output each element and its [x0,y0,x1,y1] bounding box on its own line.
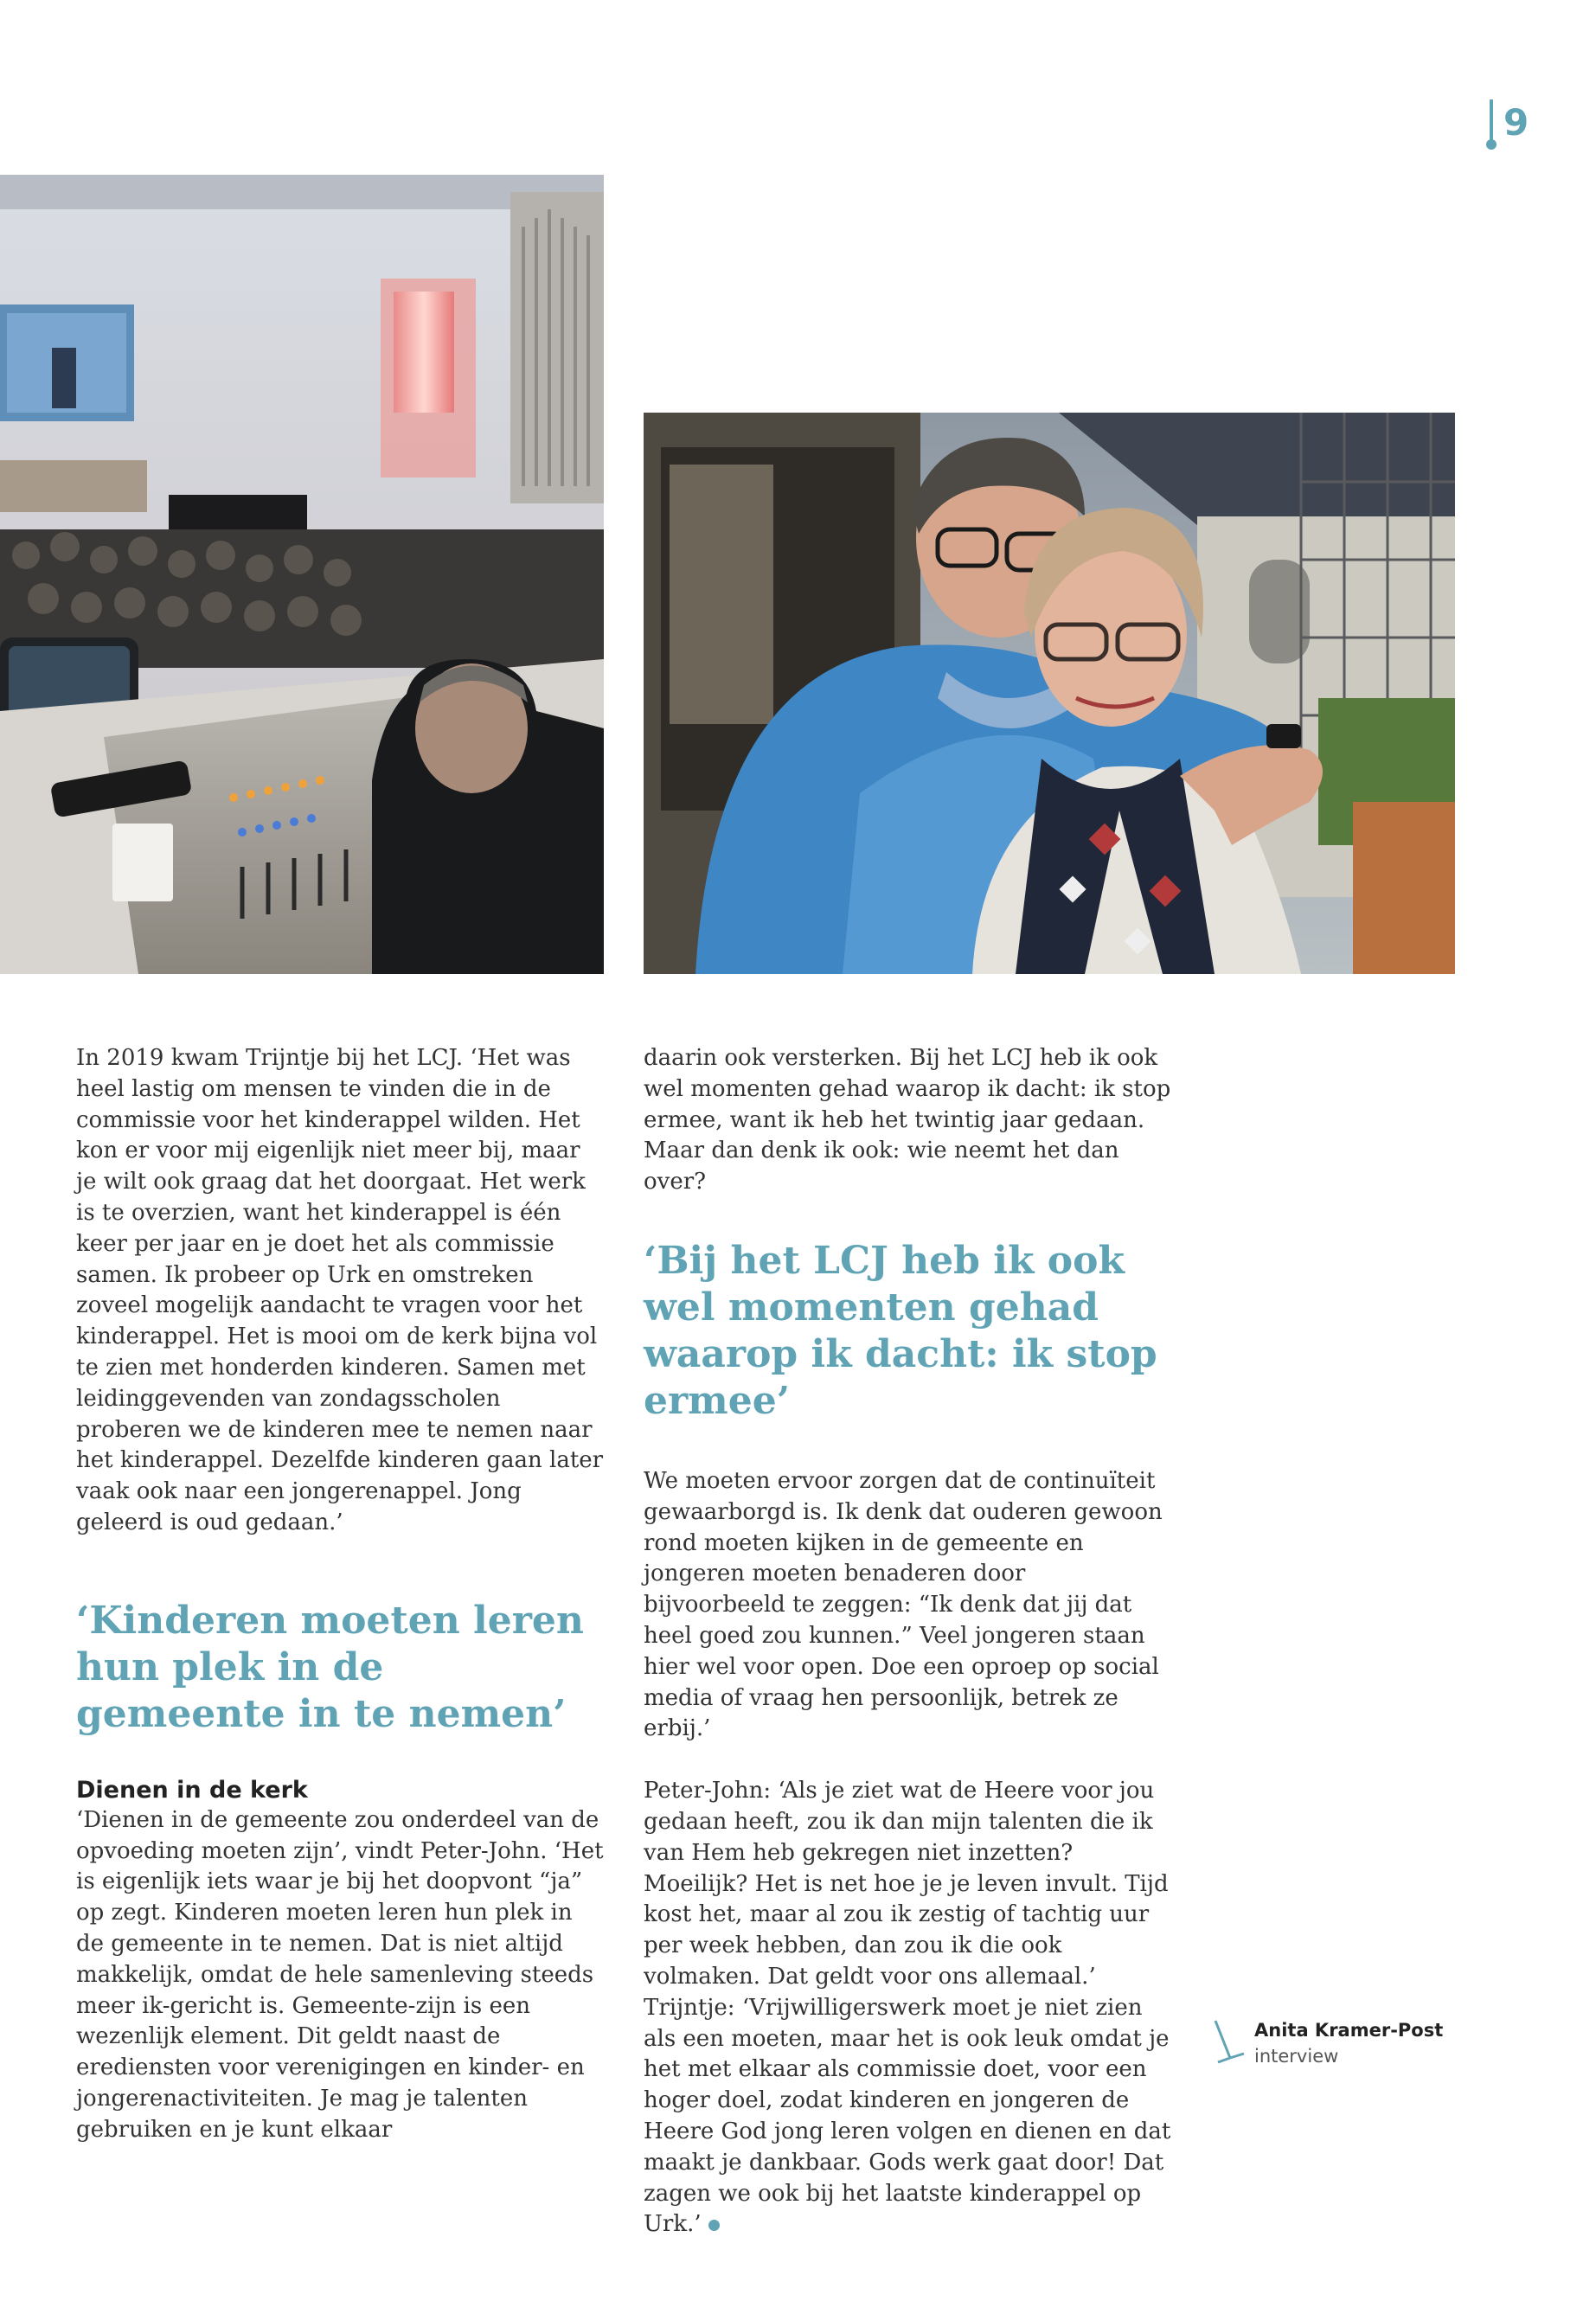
body-paragraph: daarin ook versterken. Bij het LCJ heb ik ook wel momenten gehad waarop ik dacht: ik stop ermee, want ik heb het twintig jaar gedaan. Maar dan denk ik ook: wie neemt het dan over? [644,1045,1171,1195]
article-column-left [76,1043,606,2146]
page-number-text: 9 [1503,100,1529,144]
church-hall-illustration [0,175,604,974]
body-paragraph: We moeten ervoor zorgen dat de continuïteit gewaarborgd is. Ik denk dat ouderen gewoon rond moeten kijken in de gemeente en jongeren moeten benaderen door bijvoorbeeld te zeggen: “Ik denk dat jij dat heel goed zou kunnen.” Veel jongeren staan hier wel voor open. Doe een oproep op social media of vraag hen persoonlijk, betrek ze erbij.’ [644,1467,1163,1742]
pull-quote: ‘Kinderen moeten leren hun plek in de gemeente in te nemen’ [76,1598,584,1736]
body-paragraph: Peter-John: ‘Als je ziet wat de Heere voor jou gedaan heeft, zou ik dan mijn talenten die ik van Hem heb gekregen niet inzetten? Moeilijk? Het is net hoe je je leven invult. Tijd kost het, maar al zou ik zestig of tachtig uur per week hebben, dan zou ik die ook volmaken. Dat geldt voor ons allemaal.’ [644,1778,1169,1990]
section-subheading: Dienen in de kerk [76,1776,308,1804]
article-column-right [644,1043,1173,2240]
page-number [1490,97,1529,147]
pull-quote: ‘Bij het LCJ heb ik ook wel momenten gehad waarop ik dacht: ik stop ermee’ [644,1238,1157,1423]
couple-illustration [644,413,1455,974]
church-hall-photo [0,175,604,974]
body-paragraph: ‘Dienen in de gemeente zou onderdeel van de opvoeding moeten zijn’, vindt Peter-John. ‘Het is eigenlijk iets waar je bij het doopvont “ja” op zegt. Kinderen moeten leren hun plek in de gemeente in te nemen. Dat is niet altijd makkelijk, omdat de hele samenleving steeds meer ik-gericht is. Gemeente-zijn is een wezenlijk element. Dit geldt naast de erediensten voor verenigingen en kinder- en jongerenactiviteiten. Je mag je talenten gebruiken en je kunt elkaar [76,1806,604,2143]
paragraph-spacer [644,1745,1173,1776]
end-mark-icon [708,2220,720,2231]
couple-photo [644,413,1455,974]
author-name: Anita Kramer-Post [1254,2020,1444,2041]
author-role: interview [1254,2046,1339,2067]
page-marker-icon [1490,99,1493,144]
credit-arrow-icon [1213,2018,1247,2070]
body-paragraph-final [644,1993,1173,2240]
body-paragraph: In 2019 kwam Trijntje bij het LCJ. ‘Het was heel lastig om mensen te vinden die in de commissie voor het kinderappel wilden. Het kon er voor mij eigenlijk niet meer bij, maar je wilt ook graag dat het doorgaat. Het werk is te overzien, want het kinderappel is één keer per jaar en je doet het als commissie samen. Ik probeer op Urk en omstreken zoveel mogelijk aandacht te vragen voor het kinderappel. Het is mooi om de kerk bijna vol te zien met honderden kinderen. Samen met leidinggevenden van zondagsscholen proberen we de kinderen mee te nemen naar het kinderappel. Dezelfde kinderen gaan later vaak ook naar een jongerenappel. Jong geleerd is oud gedaan.’ [76,1045,604,1535]
closing-text: Trijntje: ‘Vrijwilligerswerk moet je niet zien als een moeten, maar het is ook leuk omdat je het met elkaar als commissie doet, voor een hoger doel, zodat kinderen en jongeren de Heere God jong leren volgen en dienen en dat maakt je dankbaar. Gods werk gaat door! Dat zagen we ook bij het laatste kinderappel op Urk.’ [644,1994,1171,2238]
